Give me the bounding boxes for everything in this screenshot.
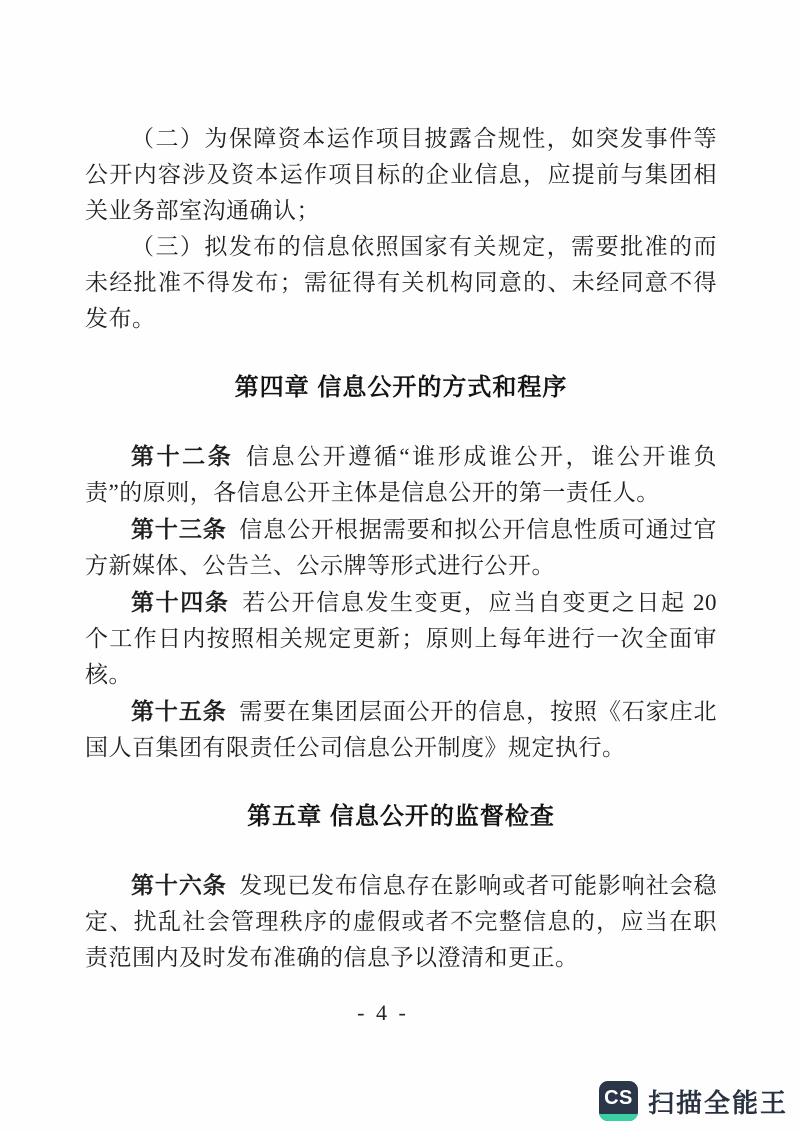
article-13-text: 信息公开根据需要和拟公开信息性质可通过官方新媒体、公告兰、公示牌等形式进行公开。 [85, 517, 718, 578]
article-14-text: 若公开信息发生变更，应当自变更之日起 20 个工作日内按照相关规定更新；原则上每年进行一次全面审核。 [85, 590, 718, 687]
article-14-number: 第十四条 [131, 589, 230, 615]
camscanner-watermark [599, 1081, 788, 1121]
chapter-4-heading: 第四章 信息公开的方式和程序 [234, 374, 568, 401]
article-15-number: 第十五条 [131, 698, 227, 724]
article-13-paragraph [85, 511, 717, 584]
article-15-text: 需要在集团层面公开的信息，按照《石家庄北国人百集团有限责任公司信息公开制度》规定执行。 [85, 699, 718, 760]
clause-2-paragraph: （二）为保障资本运作项目披露合规性，如突发事件等公开内容涉及资本运作项目标的企业信息，应提前与集团相关业务部室沟通确认； [85, 126, 717, 223]
camscanner-logo-accent-bar [599, 1114, 638, 1121]
article-15-paragraph [85, 693, 717, 766]
document-body [85, 121, 717, 976]
camscanner-logo-label: CS [604, 1087, 633, 1109]
article-13-number: 第十三条 [131, 516, 227, 542]
article-12-text: 信息公开遵循“谁形成谁公开，谁公开谁负责”的原则，各信息公开主体是信息公开的第一责任人。 [85, 444, 718, 505]
article-14-paragraph [85, 584, 717, 693]
article-12-paragraph [85, 438, 717, 511]
article-12-number: 第十二条 [131, 443, 234, 469]
camscanner-logo-icon [599, 1081, 638, 1121]
page-number: - 4 - [357, 1000, 409, 1025]
article-16-number: 第十六条 [131, 872, 227, 898]
chapter-5-heading: 第五章 信息公开的监督检查 [247, 803, 555, 830]
article-16-text: 发现已发布信息存在影响或者可能影响社会稳定、扰乱社会管理秩序的虚假或者不完整信息的，应当在职责范围内及时发布准确的信息予以澄清和更正。 [85, 873, 718, 970]
article-16-paragraph [85, 867, 717, 976]
clause-3-paragraph: （三）拟发布的信息依照国家有关规定，需要批准的而未经批准不得发布；需征得有关机构同意的、未经同意不得发布。 [85, 234, 717, 331]
camscanner-brand-name: 扫描全能王 [647, 1087, 788, 1118]
